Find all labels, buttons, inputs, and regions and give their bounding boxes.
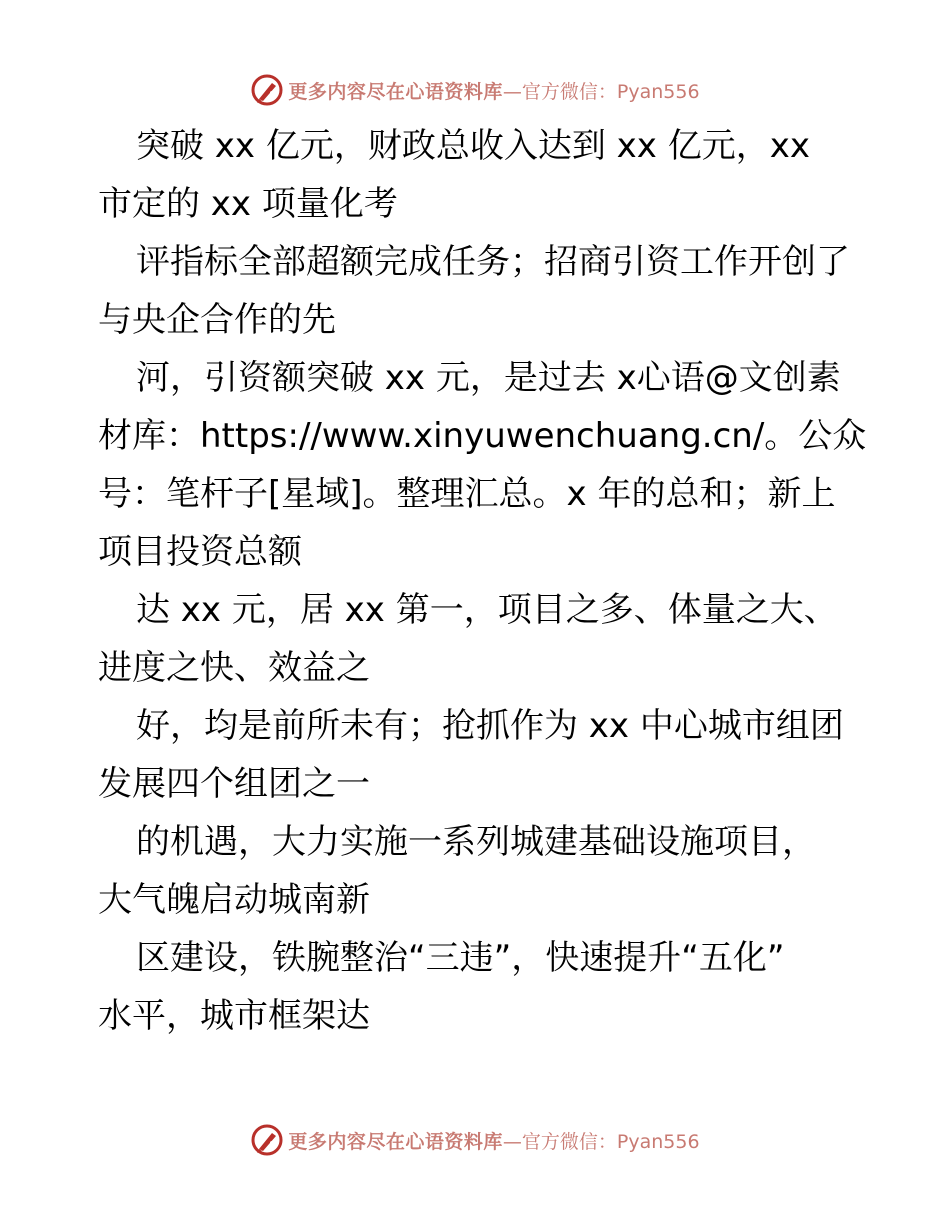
paragraph-line: 大气魄启动城南新 (98, 880, 370, 920)
paragraph-line: 河，引资额突破 xx 元，是过去 x心语@文创素 (136, 358, 841, 398)
paragraph-line: 材库：https://www.xinyuwenchuang.cn/。公众 (98, 416, 867, 456)
pen-logo-icon (250, 73, 284, 107)
paragraph-line: 达 xx 元，居 xx 第一，项目之多、体量之大、 (136, 590, 838, 630)
watermark-main-text: 更多内容尽在心语资料库 (288, 80, 503, 103)
paragraph-line: 区建设，铁腕整治“三违”，快速提升“五化” (136, 938, 785, 978)
watermark-contact-text: —官方微信：Pyan556 (502, 1130, 700, 1153)
paragraph-line: 号：笔杆子[星域]。整理汇总。x 年的总和；新上 (98, 474, 836, 514)
document-body (98, 117, 867, 1045)
paragraph-line: 项目投资总额 (98, 532, 302, 572)
paragraph-line: 市定的 xx 项量化考 (98, 184, 398, 224)
paragraph-line: 的机遇，大力实施一系列城建基础设施项目， (136, 822, 816, 862)
paragraph-line: 发展四个组团之一 (98, 764, 370, 804)
paragraph-line: 进度之快、效益之 (98, 648, 370, 688)
paragraph-line: 与央企合作的先 (98, 300, 336, 340)
pen-logo-icon (250, 1123, 284, 1157)
paragraph-line: 评指标全部超额完成任务；招商引资工作开创了 (136, 242, 850, 282)
paragraph-line: 好，均是前所未有；抢抓作为 xx 中心城市组团 (136, 706, 844, 746)
footer-watermark (0, 1120, 950, 1160)
paragraph-line: 突破 xx 亿元，财政总收入达到 xx 亿元，xx (136, 126, 810, 166)
paragraph-line: 水平，城市框架达 (98, 996, 370, 1036)
watermark-contact-text: —官方微信：Pyan556 (502, 80, 700, 103)
watermark-main-text: 更多内容尽在心语资料库 (288, 1130, 503, 1153)
header-watermark (0, 70, 950, 110)
